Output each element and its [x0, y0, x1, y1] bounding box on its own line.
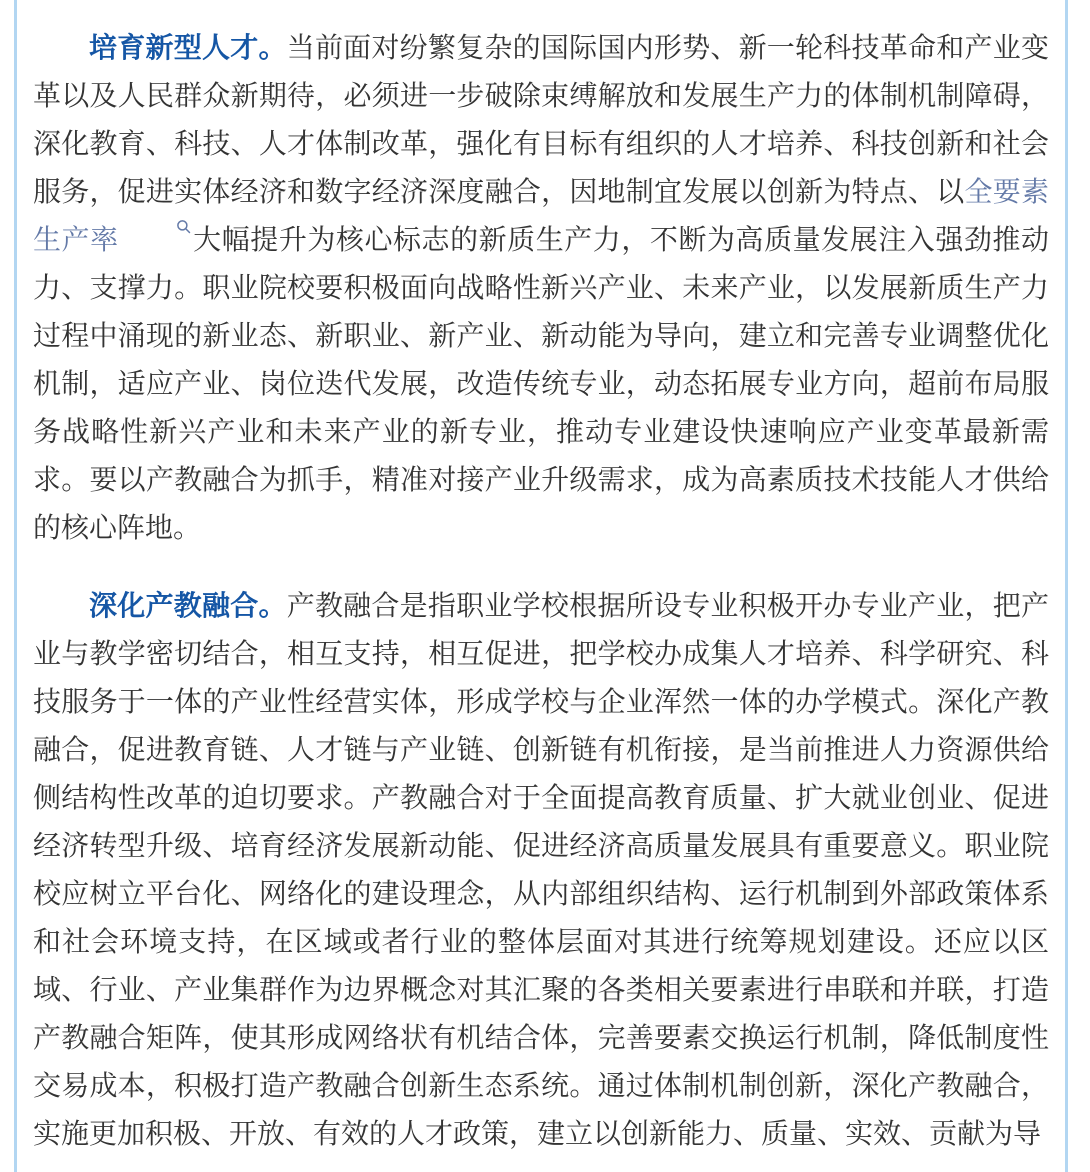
paragraph: [33, 24, 1049, 552]
body-text: 大幅提升为核心标志的新质生产力，不断为高质量发展注入强劲推动力、支撑力。职业院校要积极面向战略性新兴产业、未来产业，以发展新质生产力过程中涌现的新业态、新职业、新产业、新动能为导向，建立和完善专业调整优化机制，适应产业、岗位迭代发展，改造传统专业，动态拓展专业方向，超前布局服务战略性新兴产业和未来产业的新专业，推动专业建设快速响应产业变革最新需求。要以产教融合为抓手，精准对接产业升级需求，成为高素质技术技能人才供给的核心阵地。: [33, 224, 1049, 543]
term-link[interactable]: 全要素生产率: [33, 176, 1049, 255]
article-content: [14, 0, 1068, 1172]
paragraph-lead: 培育新型人才。: [89, 32, 287, 63]
paragraph: [33, 582, 1049, 1158]
body-text: 当前面对纷繁复杂的国际国内形势、新一轮科技革命和产业变革以及人民群众新期待，必须进一步破除束缚解放和发展生产力的体制机制障碍，深化教育、科技、人才体制改革，强化有目标有组织的人才培养、科技创新和社会服务，促进实体经济和数字经济深度融合，因地制宜发展以创新为特点、以: [33, 32, 1049, 207]
paragraph-lead: 深化产教融合。: [89, 590, 287, 621]
search-icon[interactable]: [120, 219, 191, 234]
body-text: 产教融合是指职业学校根据所设专业积极开办专业产业，把产业与教学密切结合，相互支持，相互促进，把学校办成集人才培养、科学研究、科技服务于一体的产业性经营实体，形成学校与企业浑然一体的办学模式。深化产教融合，促进教育链、人才链与产业链、创新链有机衔接，是当前推进人力资源供给侧结构性改革的迫切要求。产教融合对于全面提高教育质量、扩大就业创业、促进经济转型升级、培育经济发展新动能、促进经济高质量发展具有重要意义。职业院校应树立平台化、网络化的建设理念，从内部组织结构、运行机制到外部政策体系和社会环境支持，在区域或者行业的整体层面对其进行统筹规划建设。还应以区域、行业、产业集群作为边界概念对其汇聚的各类相关要素进行串联和并联，打造产教融合矩阵，使其形成网络状有机结合体，完善要素交换运行机制，降低制度性交易成本，积极打造产教融合创新生态系统。通过体制机制创新，深化产教融合，实施更加积极、开放、有效的人才政策，建立以创新能力、质量、实效、贡献为导: [33, 590, 1049, 1149]
